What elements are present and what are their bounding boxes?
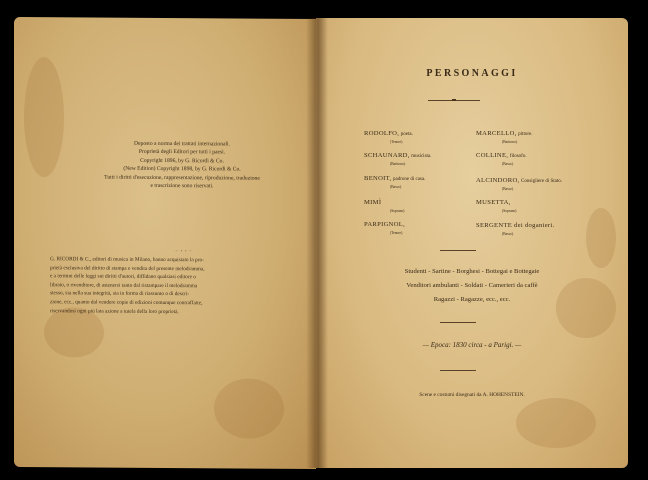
character-alcindoro: ALCINDORO, Consigliere di Stato. (Basso). — [476, 177, 563, 191]
left-page — [14, 17, 316, 469]
chorus-line: Ragazzi - Ragazze, ecc., ecc. — [433, 296, 511, 303]
character-sergente: SERGENTE dei doganieri. (Basso). — [476, 222, 555, 236]
character-rodolfo: RODOLFO, poeta. (Tenore). — [364, 130, 413, 144]
chorus-line: Studenti - Sartine - Borghesi - Bottegai e Bottegaie — [404, 268, 540, 275]
cast-divider — [440, 250, 476, 251]
notice-line: riservandosi ogni più lata azione a tutela della loro proprietà. — [50, 307, 179, 315]
character-musetta: MUSETTA, (Soprano). — [476, 199, 518, 213]
notice-line: G. RICORDI & C., editori di musica in Milano, hanno acquistato la pro- — [50, 256, 204, 264]
copyright-line: Tutti i diritti d'esecuzione, rappresentazione, riproduzione, traduzione — [104, 174, 260, 182]
copyright-line: Deposto a norma dei trattati internazionali. — [134, 140, 230, 148]
chorus-divider — [440, 322, 476, 323]
page-title: PERSONAGGI — [426, 68, 518, 79]
copyright-line: Proprietà degli Editori per tutti i paesi. — [138, 149, 226, 156]
character-parpignol: PARPIGNOL, (Tenore). — [364, 221, 406, 235]
chorus-line: Venditori ambulanti - Soldati - Camerieri da caffè — [406, 282, 538, 289]
ornament-divider: ~ • • ~ — [175, 248, 193, 254]
copyright-line: (New Edition) Copyright 1898, by G. Ricordi & Co. — [123, 165, 241, 173]
publisher-notice — [50, 255, 298, 317]
notice-line: stesso, sia nella sua integrità, sia in forma di riassunto o di descri- — [50, 290, 190, 298]
notice-line: prietà esclusiva del diritto di stampa e vendita del presente melodramma, — [50, 264, 205, 272]
character-benoit: BENOIT, padrone di casa. (Basso). — [364, 175, 426, 189]
copyright-notice — [72, 139, 292, 191]
character-mimi: MIMÌ (Soprano). — [364, 199, 406, 213]
notice-line: libraio, o rivenditore, di astenersi tanto dal ristampare il melodramma — [50, 281, 198, 290]
epoch-divider — [440, 370, 476, 371]
character-colline: COLLINE, filosofo. (Basso). — [476, 152, 527, 166]
right-page — [316, 18, 628, 468]
design-credits: Scene e costumi disegnati da A. HOHENSTEIN. — [419, 392, 525, 398]
notice-line: e a termini delle leggi sui diritti d'autori, diffidano qualsiasi editore o — [50, 273, 196, 281]
notice-line: zione, ecc., quanto dal vendere copie di edizioni comunque contraffatte, — [50, 299, 203, 307]
character-schaunard: SCHAUNARD, musicista. (Baritono). — [364, 152, 432, 166]
divider-ornament — [452, 99, 456, 101]
copyright-line: e trascrizione sono riservati. — [150, 182, 214, 190]
setting-epoch: — Epoca: 1830 circa - a Parigi. — — [422, 341, 522, 349]
open-booklet — [14, 18, 628, 468]
copyright-line: Copyright 1896, by G. Ricordi & Co. — [140, 157, 224, 165]
character-marcello: MARCELLO, pittore. (Baritono). — [476, 130, 533, 144]
